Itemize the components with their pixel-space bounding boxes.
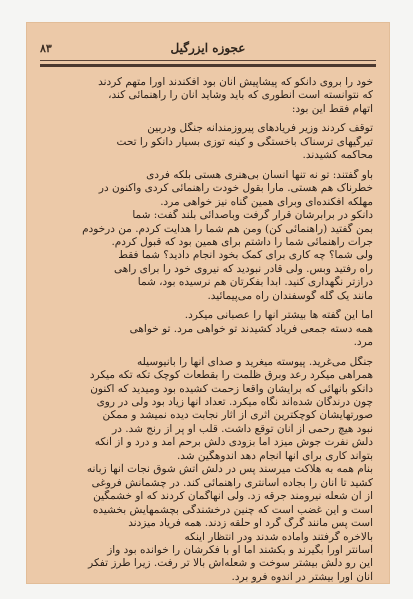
text-line: همراهی میکرد رعد وبرق ظلمت را بقطعات کوچک تکه تکه میکرد [89, 369, 373, 382]
running-title: عجوزه ایزرگیل [170, 41, 246, 55]
text-line: از آن شعله نیرومند جرقه زد. ولی آنهاگمان کردند که او خشمگین [93, 490, 373, 503]
text-line: بمن گفتید (راهنمائی کن) ومن هم شما را هدایت کردم. من درخودم [82, 222, 373, 235]
text-line: بتواند کاری برای آنها انجام دهد اندوهگین شد. [176, 449, 373, 462]
text-line: صورتهایشان کوچکترین اثری از آثار نجابت دیده نمیشد و ممکن [102, 409, 373, 422]
text-line: جنگل می‌غرید. پیوسته میغرید و صدای آنها را بانیوسیله [137, 355, 373, 368]
text-line: باو گفتند: تو نه تنها انسان بی‌هنری هستی بلکه فردی [146, 168, 373, 181]
page-body-text [43, 76, 373, 583]
text-line: ولی شما؟ چه کاری برای کمک بخود انجام دادید؟ شما فقط [118, 249, 373, 262]
page-number: ۸۳ [40, 42, 52, 55]
text-line: جرات راهنمائی شما را داشتم برای همین بود که قبول کردم. [111, 235, 373, 248]
text-line: دلش نفرت جوش میزد اما بزودی دلش برحم آمد و درد و از آنکه [94, 436, 373, 449]
paragraph [43, 169, 373, 304]
text-line: همه دسته جمعی فریاد کشیدند تو خواهی مرد. تو خواهی [129, 322, 373, 335]
text-line: مانند یک گله گوسفندان راه می‌پیمائید. [207, 289, 373, 302]
paragraph [43, 356, 373, 585]
text-line: بنام همه به هلاکت میرسند پس در دلش آتش شوق نجات آنها زبانه [86, 463, 373, 476]
paragraph [43, 76, 373, 116]
text-line: آنان اورا بیشتر در اندوه فرو برد. [231, 570, 373, 583]
header-rule-thick [40, 64, 376, 67]
text-line: دانکو بآنهائی که برایشان واقعاً زحمت کشیده بود ومیدید که اکنون [90, 382, 373, 395]
text-line: اما این گفته ها بیشتر آنها را عصبانی میکرد. [184, 309, 373, 322]
text-line: مرد. [353, 336, 373, 349]
text-line: راه رفتید وبس. ولی قادر نبودید که نیروی خود را برای راهی [114, 262, 373, 275]
text-line: خطرناک هم هستی. مارا بقول خودت راهنمائی کردی واکنون در [98, 182, 373, 195]
text-line: چون درندگان شده‌اند نگاه میکرد. تعداد آنها زیاد بود ولی در روی [96, 395, 373, 408]
page-header [40, 40, 376, 62]
text-line: که نتوانسته است آنطوری که باید وشاید آنان را راهنمائی کند، [108, 89, 373, 102]
text-line: دانکو در برابرشان قرار گرفت وباصدائی بلند گفت: شما [132, 209, 373, 222]
text-line: این رو دلش بیشتر سوخت و شعله‌اش بالا تر رفت. زیرا طرز تفکر [88, 557, 373, 570]
text-line: توقف کردند وزیر فریادهای پیروزمندانه جنگل ودربین [147, 122, 373, 135]
text-line: کشید تا آنان را بجاده آسانتری راهنمائی کند. در چشمانش فروغی [91, 476, 373, 489]
text-line: بالاخره گرفتند وآماده شدند ودر انتظار اینکه [184, 530, 373, 543]
text-line: خود را بروی دانکو که پیشاپیش آنان بود افکندند اورا متهم کردند [98, 76, 373, 88]
paragraph [43, 309, 373, 349]
header-rule-thin [40, 60, 376, 61]
text-line: محاکمه کشیدند. [302, 149, 373, 162]
text-line: مهلکه افکنده‌ای وبرای همین گناه نیز خواهی مرد. [160, 195, 373, 208]
text-line: است و این غضب است که چنین درخشندگی بچشمهایش بخشیده [92, 503, 373, 516]
book-page [26, 22, 390, 584]
text-line: آسانتر اورا بگیرند و بکشند اما او با فکرشان را خوانده بود واز [107, 543, 373, 556]
text-line: تیرگیهای ترسناک باخستگی و کینه توزی بسیار دانکو را تحت [116, 135, 373, 148]
text-line: نبود هیچ رحمی از آنان توقع داشت. قلب او پر از رنج شد. در [112, 422, 373, 435]
text-line: درازتر نگهداری کنید. ابداً بفکرتان هم نرسیده بود، شما [137, 276, 373, 289]
paragraph [43, 122, 373, 162]
text-line: است پس مانند گرگ گرد او حلقه زدند. همه فریاد میزدند [128, 517, 373, 530]
text-line: اتهام فقط این بود: [291, 102, 373, 115]
